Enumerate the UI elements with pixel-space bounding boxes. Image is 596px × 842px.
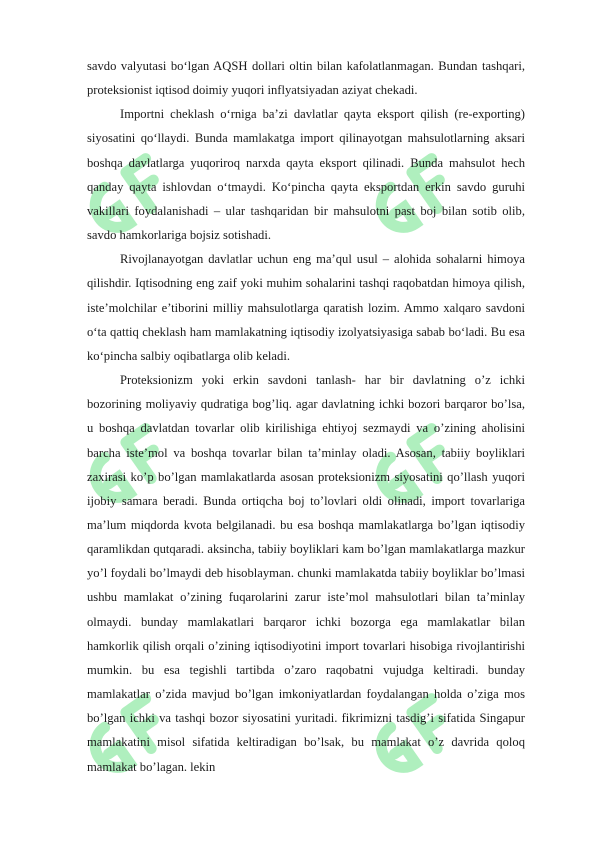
document-body [87, 54, 525, 779]
paragraph: Rivojlanayotgan davlatlar uchun eng ma’qul usul – alohida sohalarni himoya qilishdir. Iqtisodning eng zaif yoki muhim sohalarini tashqi raqobatdan himoya qilish, iste’molchilar e’tiborini milliy mahsulotlarga qaratish lozim. Ammo xalqaro savdoni o‘ta qattiq cheklash ham mamlakatning iqtisodiy izolyatsiyasiga sabab bo‘ladi. Bu esa ko‘pincha salbiy oqibatlarga olib keladi. [87, 252, 525, 363]
paragraph: Proteksionizm yoki erkin savdoni tanlash- har bir davlatning o’z ichki bozorining moliyaviy qudratiga bog’liq. agar davlatning ichki bozori barqaror bo’lsa, u boshqa davlatdan tovarlar olib kirilishiga ehtiyoj sezmaydi va o’zining aholisini barcha iste’mol va boshqa tovarlar bilan ta’minlay oladi. Asosan, tabiiy boyliklari zaxirasi ko’p bo’lgan mamlakatlarda asosan proteksionizm siyosatini qo’llash yuqori ijobiy samara beradi. Bunda ortiqcha boj to’lovlari oldi olinadi, import tovarlariga ma’lum miqdorda kvota belgilanadi. bu esa boshqa mamlakatlarga bo’lgan iqtisodiy qaramlikdan qutqaradi. aksincha, tabiiy boyliklari kam bo’lgan mamlakatlarga mazkur yo’l foydali bo’lmaydi deb hisoblayman. chunki mamlakatda tabiiy boyliklar bo’lmasi ushbu mamlakat o’zining fuqarolarini zarur iste’mol mahsulotlari bilan ta’minlay olmaydi. bunday mamlakatlari barqaror ichki bozorga ega mamlakatlar bilan hamkorlik qilish orqali o’zining iqtisodiyotini import tovarlari hisobiga rivojlantirishi mumkin. bu esa tegishli tartibda o’zaro raqobatni vujudga keltiradi. bunday mamlakatlar o’zida mavjud bo’lgan imkoniyatlardan foydalangan holda o’ziga mos bo’lgan ichki va tashqi bozor siyosatini yuritadi. fikrimizni tasdig’i sifatida Singapur mamlakatini misol sifatida keltiradigan bo’lsak, bu mamlakat o’z davrida qoloq mamlakat bo’lagan. lekin [87, 373, 525, 774]
paragraph: Importni cheklash o‘rniga ba’zi davlatlar qayta eksport qilish (re-exporting) siyosatini qo‘llaydi. Bunda mamlakatga import qilinayotgan mahsulotlarning aksari boshqa davlatlarga yuqoriroq narxda qayta eksport qilinadi. Bunda mahsulot hech qanday qayta ishlovdan o‘tmaydi. Ko‘pincha qayta eksportdan erkin savdo guruhi vakillari foydalanishadi – ular tashqaridan bir mahsulotni past boj bilan sotib olib, savdo hamkorlariga bojsiz sotishadi. [87, 107, 525, 243]
paragraph: savdo valyutasi bo‘lgan AQSH dollari oltin bilan kafolatlanmagan. Bundan tashqari, proteksionist iqtisod doimiy yuqori inflyatsiyadan aziyat chekadi. [87, 59, 525, 98]
